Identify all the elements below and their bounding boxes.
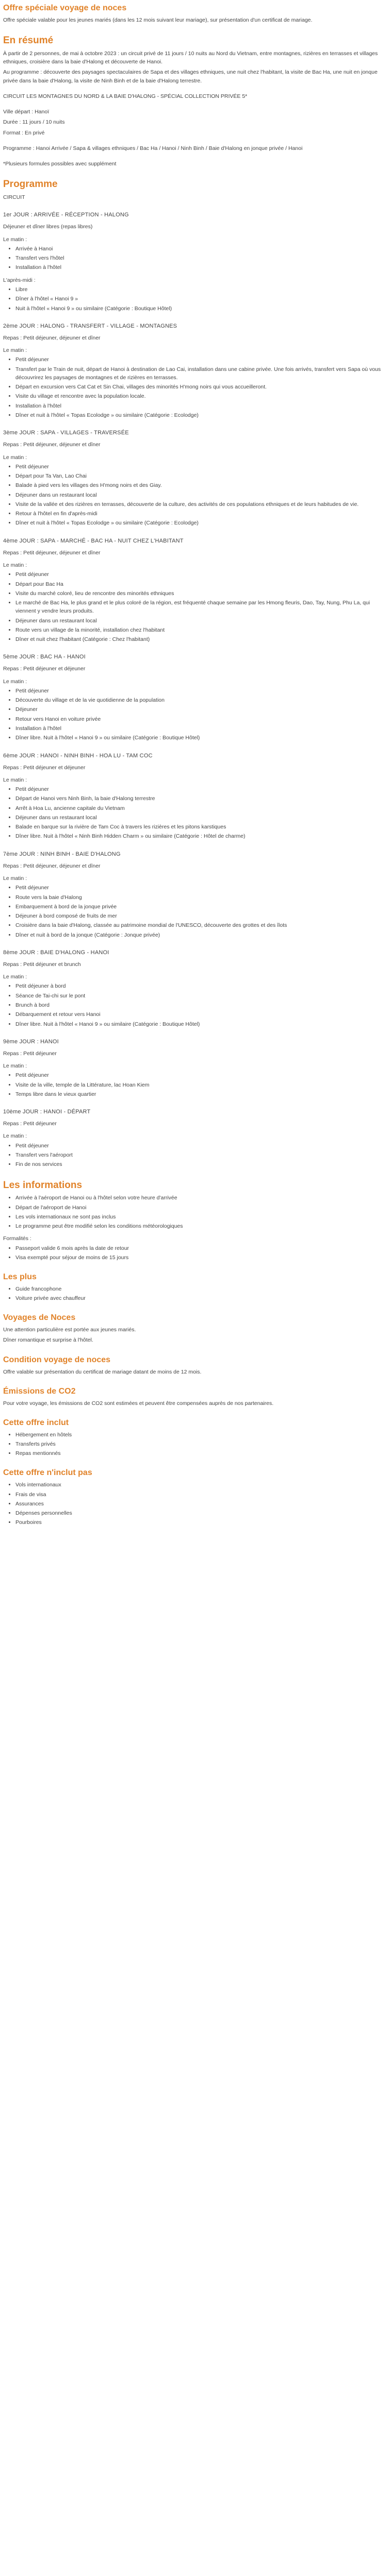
list-item: • Visite de la ville, temple de la Littérature, lac Hoan Kiem — [15, 1081, 385, 1089]
day-title: 8ème JOUR : BAIE D'HALONG - HANOI — [3, 949, 109, 956]
day-meals: Repas : Petit déjeuner et brunch — [3, 961, 81, 968]
day-label: Le matin : — [3, 236, 27, 243]
day-label: Le matin : — [3, 562, 27, 568]
day-block — [3, 211, 385, 312]
list-item: • Dîner libre. Nuit à l'hôtel « Hanoi 9 » ou similaire (Catégorie : Boutique Hôtel) — [15, 1020, 385, 1028]
list-item: • Installation à l'hôtel — [15, 724, 385, 733]
list-item: • Découverte du village et de la vie quotidienne de la population — [15, 696, 385, 704]
day-sub-items — [3, 285, 385, 313]
list-item: • Installation à l'hôtel — [15, 263, 385, 272]
list-item: • Dépenses personnelles — [15, 1509, 385, 1517]
list-item: • Dîner et nuit à bord de la jonque (Catégorie : Jonque privée) — [15, 931, 385, 939]
conditions-title: Condition voyage de noces — [3, 1355, 111, 1364]
list-item: • Visa exempté pour séjour de moins de 15 jours — [15, 1253, 385, 1262]
day-title: 5ème JOUR : BAC HA - HANOI — [3, 654, 86, 660]
days-list — [3, 211, 385, 1168]
day-block — [3, 537, 385, 644]
included-list — [3, 1285, 385, 1303]
conditions-text: Offre valable sur présentation du certificat de mariage datant de moins de 12 mois. — [3, 1368, 202, 1375]
day-label: Le matin : — [3, 678, 27, 685]
info-section — [3, 1179, 385, 1262]
day-meals: Repas : Petit déjeuner et déjeuner — [3, 764, 86, 771]
list-item: • Arrivée à l'aéroport de Hanoi ou à l'hôtel selon votre heure d'arrivée — [15, 1194, 385, 1202]
recap-meta: Durée : 11 jours / 10 nuits — [3, 119, 65, 126]
day-meals: Déjeuner et dîner libres (repas libres) — [3, 224, 93, 230]
offer-not-section — [3, 1468, 385, 1527]
intro-section — [3, 3, 385, 24]
list-item: • Visite du marché coloré, lieu de rencontre des minorités ethniques — [15, 589, 385, 598]
voyage-line: Dîner romantique et surprise à l'hôtel. — [3, 1337, 93, 1344]
day-label: Le matin : — [3, 1063, 27, 1070]
list-item: • Retour à l'hôtel en fin d'après-midi — [15, 510, 385, 518]
co2-text: Pour votre voyage, les émissions de CO2 sont estimées et peuvent être compensées auprès de nos partenaires. — [3, 1400, 274, 1406]
list-item: • Déjeuner à bord composé de fruits de mer — [15, 912, 385, 920]
list-item: • Frais de visa — [15, 1490, 385, 1499]
list-item: • Balade à pied vers les villages des H'mong noirs et des Giay. — [15, 481, 385, 489]
day-block — [3, 948, 385, 1028]
list-item: • Route vers la baie d'Halong — [15, 893, 385, 902]
list-item: • Petit déjeuner — [15, 1142, 385, 1150]
day-meals: Repas : Petit déjeuner, déjeuner et dîner — [3, 549, 101, 556]
day-items — [3, 982, 385, 1028]
voyage-line: Une attention particulière est portée aux jeunes mariés. — [3, 1327, 136, 1333]
list-item: • Petit déjeuner — [15, 463, 385, 471]
offer-title: Cette offre inclut — [3, 1418, 69, 1427]
list-item: • Séance de Tai-chi sur le pont — [15, 992, 385, 1000]
included-section — [3, 1272, 385, 1302]
list-item: • Balade en barque sur la rivière de Tam Coc à travers les rizières et les pitons karstiques — [15, 823, 385, 831]
day-sub-label: L'après-midi : — [3, 277, 36, 283]
recap-line: CIRCUIT LES MONTAGNES DU NORD & LA BAIE D'HALONG - SPÉCIAL COLLECTION PRIVÉE 5* — [3, 93, 248, 99]
conditions-section — [3, 1355, 385, 1376]
day-label: Le matin : — [3, 875, 27, 882]
list-item: • Embarquement à bord de la jonque privée — [15, 903, 385, 911]
list-item: • Vols internationaux — [15, 1481, 385, 1489]
co2-title: Émissions de CO2 — [3, 1386, 76, 1396]
list-item: • Transfert vers l'hôtel — [15, 254, 385, 262]
day-meals: Repas : Petit déjeuner et déjeuner — [3, 666, 86, 672]
day-label: Le matin : — [3, 974, 27, 980]
list-item: • Arrêt à Hoa Lu, ancienne capitale du Vietnam — [15, 804, 385, 812]
list-item: • Guide francophone — [15, 1285, 385, 1293]
list-item: • Petit déjeuner — [15, 1071, 385, 1079]
day-title: 10ème JOUR : HANOI - DÉPART — [3, 1109, 91, 1115]
list-item: • Départ de l'aéroport de Hanoi — [15, 1204, 385, 1212]
list-item: • Débarquement et retour vers Hanoi — [15, 1010, 385, 1019]
list-item: • Départ de Hanoi vers Ninh Binh, la baie d'Halong terrestre — [15, 794, 385, 803]
day-items — [3, 687, 385, 742]
day-block — [3, 322, 385, 419]
list-item: • Hébergement en hôtels — [15, 1431, 385, 1439]
list-item: • Route vers un village de la minorité, installation chez l'habitant — [15, 626, 385, 634]
list-item: • Petit déjeuner — [15, 785, 385, 793]
included-title: Les plus — [3, 1273, 37, 1282]
day-title: 2ème JOUR : HALONG - TRANSFERT - VILLAGE - MONTAGNES — [3, 323, 177, 329]
day-items — [3, 785, 385, 841]
list-item: • Petit déjeuner à bord — [15, 982, 385, 990]
day-label: Le matin : — [3, 347, 27, 354]
list-item: • Dîner libre. Nuit à l'hôtel « Hanoi 9 » ou similaire (Catégorie : Boutique Hôtel) — [15, 734, 385, 742]
offer-list — [3, 1431, 385, 1458]
list-item: • Visite de la vallée et des rizières en terrasses, découverte de la culture, des activités de ces populations ethniques et de leurs habitudes de vie. — [15, 500, 385, 509]
day-block — [3, 653, 385, 742]
recap-line: À partir de 2 personnes, de mai à octobre 2023 : un circuit privé de 11 jours / 10 nuits au Nord du Vietnam, entre montagnes, rizières en terrasses et villages ethniques, croisière dans la baie d'Halong et découverte de Hanoi. — [3, 50, 378, 65]
intro-text: Offre spéciale valable pour les jeunes mariés (dans les 12 mois suivant leur mariage), sur présentation d'un certificat de mariage. — [3, 16, 313, 23]
day-block — [3, 429, 385, 527]
list-item: • Temps libre dans le vieux quartier — [15, 1090, 385, 1098]
program-title: Programme — [3, 179, 58, 190]
day-title: 3ème JOUR : SAPA - VILLAGES - TRAVERSÉE — [3, 430, 129, 436]
day-meals: Repas : Petit déjeuner — [3, 1121, 57, 1127]
day-label: Le matin : — [3, 454, 27, 461]
recap-includes: Programme : Hanoi Arrivée / Sapa & villages ethniques / Bac Ha / Hanoi / Ninh Binh / Baie d'Halong en jonque privée / Hanoi — [3, 145, 303, 151]
list-item: • Déjeuner — [15, 705, 385, 714]
offer-not-title: Cette offre n'inclut pas — [3, 1468, 92, 1478]
list-item: • Nuit à l'hôtel « Hanoi 9 » ou similaire (Catégorie : Boutique Hôtel) — [15, 304, 385, 313]
info-title: Les informations — [3, 1179, 83, 1191]
program-section — [3, 178, 385, 1168]
recap-meta: Format : En privé — [3, 129, 45, 136]
day-meals: Repas : Petit déjeuner, déjeuner et dîner — [3, 334, 101, 341]
list-item: • Fin de nos services — [15, 1160, 385, 1168]
list-item: • Les vols internationaux ne sont pas inclus — [15, 1213, 385, 1221]
list-item: • Assurances — [15, 1500, 385, 1508]
day-title: 6ème JOUR : HANOI - NINH BINH - HOA LU - TAM COC — [3, 752, 153, 759]
day-label: Le matin : — [3, 1133, 27, 1140]
day-items — [3, 463, 385, 528]
list-item: • Visite du village et rencontre avec la population locale. — [15, 392, 385, 400]
recap-title: En résumé — [3, 35, 54, 46]
day-block — [3, 850, 385, 939]
day-block — [3, 1038, 385, 1098]
day-block — [3, 752, 385, 841]
list-item: • Transfert vers l'aéroport — [15, 1151, 385, 1159]
voyage-title: Voyages de Noces — [3, 1313, 76, 1323]
info-list — [3, 1194, 385, 1230]
list-item: • Déjeuner dans un restaurant local — [15, 617, 385, 625]
list-item: • Transferts privés — [15, 1440, 385, 1448]
list-item: • Installation à l'hôtel — [15, 402, 385, 410]
day-items — [3, 570, 385, 643]
day-items — [3, 1071, 385, 1098]
list-item: • Transfert par le Train de nuit, départ de Hanoi à destination de Lao Cai, installation dans une cabine privée. Une fois arrivés, transfert vers Sapa où vous découvrirez les paysages de montagnes et de rizières en terrasses. — [15, 365, 385, 382]
co2-section — [3, 1386, 385, 1408]
offer-not-list — [3, 1481, 385, 1527]
list-item: • Brunch à bord — [15, 1001, 385, 1009]
list-item: • Arrivée à Hanoi — [15, 245, 385, 253]
list-item: • Le programme peut être modifié selon les conditions météorologiques — [15, 1222, 385, 1230]
intro-title: Offre spéciale voyage de noces — [3, 4, 127, 12]
day-block — [3, 1108, 385, 1168]
offer-section — [3, 1418, 385, 1458]
list-item: • Dîner libre. Nuit à l'hôtel « Ninh Binh Hidden Charm » ou similaire (Catégorie : Hôtel de charme) — [15, 832, 385, 840]
day-meals: Repas : Petit déjeuner — [3, 1050, 57, 1057]
list-item: • Départ en excursion vers Cat Cat et Sin Chai, villages des minorités H'mong noirs qui vous accueilleront. — [15, 383, 385, 391]
day-items — [3, 1142, 385, 1169]
day-items — [3, 355, 385, 419]
voyage-section — [3, 1313, 385, 1344]
formality-label: Formalités : — [3, 1235, 31, 1242]
day-title: 9ème JOUR : HANOI — [3, 1038, 59, 1045]
list-item: • Repas mentionnés — [15, 1449, 385, 1458]
list-item: • Petit déjeuner — [15, 570, 385, 579]
list-item: • Voiture privée avec chauffeur — [15, 1294, 385, 1302]
recap-footer: *Plusieurs formules possibles avec supplément — [3, 161, 117, 167]
day-items — [3, 245, 385, 272]
day-meals: Repas : Petit déjeuner, déjeuner et dîner — [3, 442, 101, 448]
day-meals: Repas : Petit déjeuner, déjeuner et dîner — [3, 862, 101, 869]
list-item: • Petit déjeuner — [15, 884, 385, 892]
list-item: • Pourboires — [15, 1518, 385, 1527]
list-item: • Déjeuner dans un restaurant local — [15, 814, 385, 822]
day-items — [3, 884, 385, 939]
list-item: • Dîner et nuit à l'hôtel « Topas Ecolodge » ou similaire (Catégorie : Ecolodge) — [15, 519, 385, 527]
recap-meta: Ville départ : Hanoï — [3, 109, 50, 115]
list-item: • Départ pour Ta Van, Lao Chai — [15, 472, 385, 480]
day-label: Le matin : — [3, 776, 27, 783]
recap-section — [3, 35, 385, 168]
formality-list — [3, 1244, 385, 1262]
list-item: • Croisière dans la baie d'Halong, classée au patrimoine mondial de l'UNESCO, découverte des grottes et des îlots — [15, 921, 385, 929]
day-title: 7ème JOUR : NINH BINH - BAIE D'HALONG — [3, 851, 121, 857]
list-item: • Dîner à l'hôtel « Hanoi 9 » — [15, 295, 385, 303]
list-item: • Déjeuner dans un restaurant local — [15, 491, 385, 499]
recap-line: Au programme : découverte des paysages spectaculaires de Sapa et des villages ethniques, une nuit chez l'habitant, la visite de Bac Ha, une nuit en jonque privée dans la baie d'Halong, la visite de Ninh Binh et de la baie d'Halong terrestre. — [3, 69, 378, 84]
list-item: • Départ pour Bac Ha — [15, 580, 385, 588]
list-item: • Petit déjeuner — [15, 687, 385, 695]
list-item: • Petit déjeuner — [15, 355, 385, 364]
list-item: • Libre — [15, 285, 385, 294]
list-item: • Passeport valide 6 mois après la date de retour — [15, 1244, 385, 1252]
program-sub: CIRCUIT — [3, 194, 25, 201]
list-item: • Le marché de Bac Ha, le plus grand et le plus coloré de la région, est fréquenté chaque semaine par les Hmong fleuris, Dao, Tay, Nung, Phu La, qui viennent y vendre leurs produits. — [15, 599, 385, 616]
list-item: • Dîner et nuit à l'hôtel « Topas Ecolodge » ou similaire (Catégorie : Ecolodge) — [15, 411, 385, 419]
day-title: 1er JOUR : ARRIVÉE - RÉCEPTION - HALONG — [3, 212, 129, 218]
list-item: • Retour vers Hanoi en voiture privée — [15, 715, 385, 723]
list-item: • Dîner et nuit chez l'habitant (Catégorie : Chez l'habitant) — [15, 635, 385, 643]
day-title: 4ème JOUR : SAPA - MARCHÉ - BAC HA - NUIT CHEZ L'HABITANT — [3, 537, 184, 544]
